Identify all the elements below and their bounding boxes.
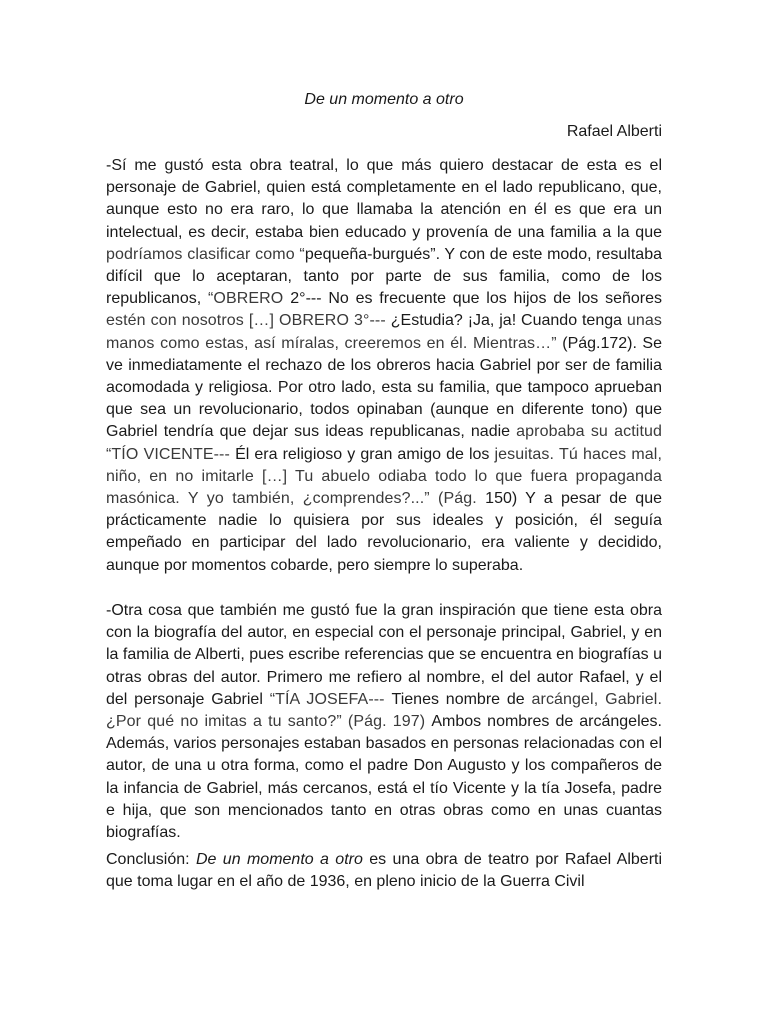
text-segment: (Pág.172). Se ve inmediatamente el rechazo de los obreros hacia Gabriel por ser de familia acomodada y religiosa. Por otro lado, esta su familia, que tampoco aprueban que sea un revolucionario, todos opinaban (aunque en diferente tono) que Gabriel tendría que dejar sus ideas republicanas, nadie bbox=[106, 334, 662, 441]
quote-segment: “OBRERO bbox=[207, 290, 291, 308]
text-segment: ¿Estudia? ¡Ja, ja! Cuando tenga bbox=[390, 312, 627, 330]
text-segment: 150) Y a pesar de que prácticamente nadie lo quisiera por sus ideales y posición, él seguía empeñado en participar del lado revolucionario, era valiente y decidido, aunque por momentos cobarde, pero siempre lo superaba. bbox=[106, 490, 662, 574]
text-segment: ”. Y con de este modo, resultaba difícil que lo aceptaran, tanto por parte de sus familia, como de los republicanos, bbox=[106, 245, 662, 308]
document-title: De un momento a otro bbox=[304, 91, 464, 108]
text-segment: pequeña-burgués bbox=[304, 245, 431, 263]
text-segment: Él era religioso y gran amigo de los bbox=[235, 445, 495, 463]
text-segment: Tienes nombre de bbox=[391, 690, 532, 708]
paragraph-conclusion bbox=[106, 849, 662, 893]
quote-segment: aprobaba su actitud “TÍO VICENTE--- bbox=[106, 423, 662, 463]
quote-segment: jesuitas. Tú haces mal, niño, en no imitarle […] Tu abuelo odiaba todo lo que fuera propaganda masónica. Y yo también, ¿comprendes?...” (Pág. bbox=[106, 445, 662, 508]
quote-segment: podríamos clasificar como “ bbox=[106, 245, 305, 263]
text-segment: es una obra de teatro por Rafael Alberti que toma lugar en el año de 1936, en pleno inicio de la Guerra Civil bbox=[106, 851, 663, 891]
document-author: Rafael Alberti bbox=[566, 123, 662, 140]
work-title-italic: De un momento a otro bbox=[195, 851, 363, 868]
quote-segment: unas manos como estas, así míralas, creeremos en él. Mientras…” bbox=[106, 312, 663, 352]
quote-segment: “TÍA JOSEFA--- bbox=[269, 690, 392, 708]
text-segment: 2°--- No es frecuente que los hijos de los señores bbox=[290, 290, 663, 308]
quote-segment: estén con nosotros […] OBRERO 3°--- bbox=[106, 312, 391, 330]
text-segment: -Sí me gustó esta obra teatral, lo que más quiero destacar de esta es el personaje de Gabriel, quien está completamente en el lado republicano, que, aunque esto no era raro, lo que llamaba la atención en él es que era un intelectual, es decir, estaba bien educado y provenía de una familia a la que bbox=[106, 157, 662, 241]
text-segment: Conclusión: bbox=[106, 851, 196, 868]
text-segment: Ambos nombres de arcángeles. Además, varios personajes estaban basados en personas relacionadas con el autor, de una u otra forma, como el padre Don Augusto y los compañeros de la infancia de Gabriel, más cercanos, está el tío Vicente y la tía Josefa, padre e hija, que son mencionados tanto en otras obras como en unas cuantas biografías. bbox=[106, 713, 662, 842]
text-segment: -Otra cosa que también me gustó fue la gran inspiración que tiene esta obra con la biografía del autor, en especial con el personaje principal, Gabriel, y en la familia de Alberti, pues escribe referencias que se encuentra en biografías u otras obras del autor. Primero me refiero al nombre, el del autor Rafael, y el del personaje Gabriel bbox=[106, 602, 662, 708]
quote-segment: arcángel, Gabriel. ¿Por qué no imitas a tu santo?” (Pág. 197) bbox=[106, 690, 663, 731]
